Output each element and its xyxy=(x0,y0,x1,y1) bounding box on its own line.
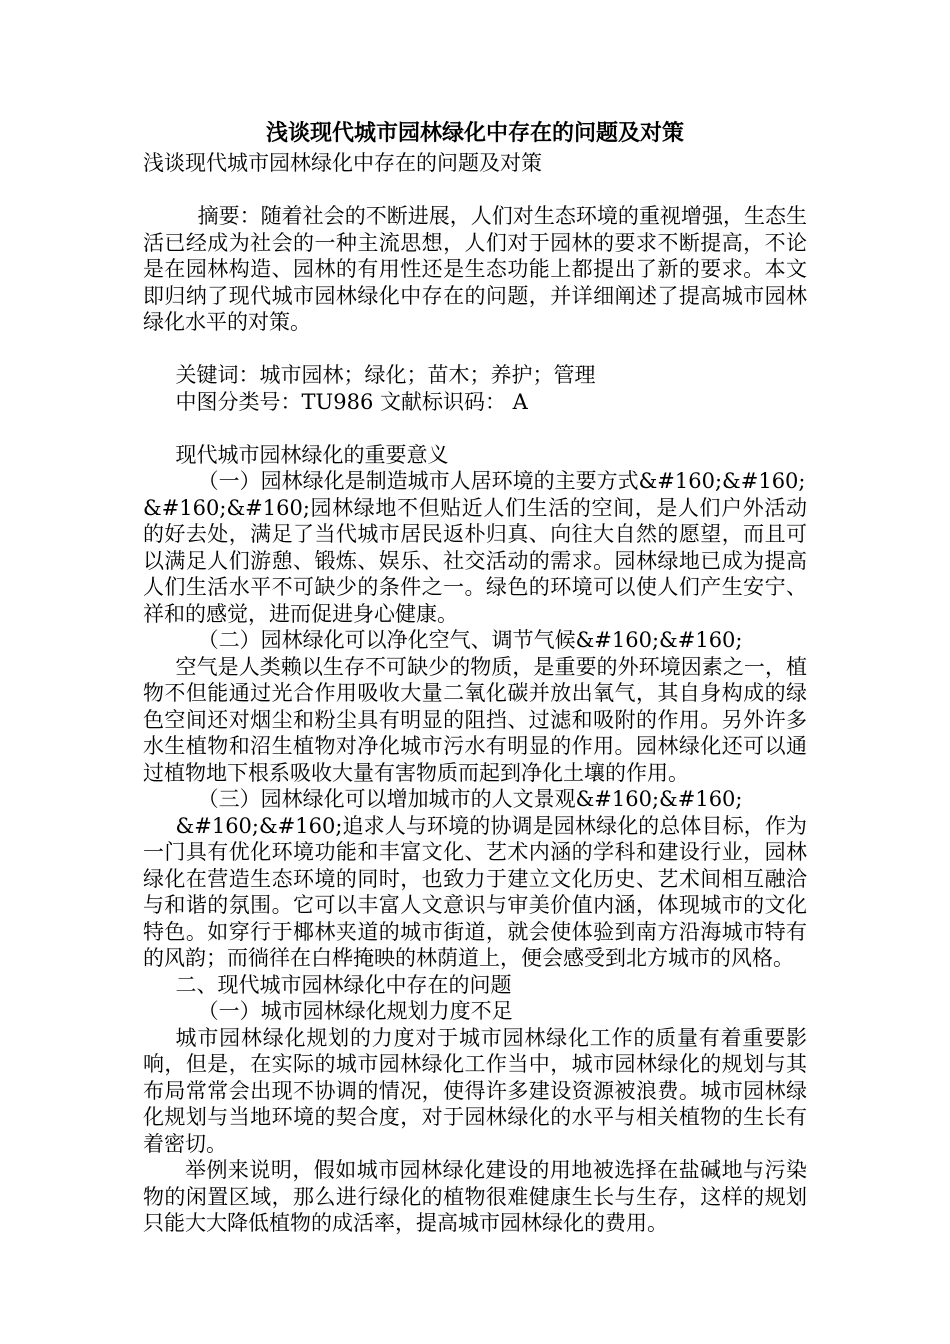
body-paragraph: 城市园林绿化规划的力度对于城市园林绿化工作的质量有着重要影响，但是，在实际的城市园林绿化工作当中，城市园林绿化的规划与其布局常常会出现不协调的情况，使得许多建设资源被浪费。城市园林绿化规划与当地环境的契合度，对于园林绿化的水平与相关植物的生长有着密切。 xyxy=(143,1025,807,1156)
subsection-heading: （一）城市园林绿化规划力度不足 xyxy=(197,999,513,1023)
spacer xyxy=(143,177,807,204)
document-title: 浅谈现代城市园林绿化中存在的问题及对策 xyxy=(265,120,684,146)
section-heading: 现代城市园林绿化的重要意义 xyxy=(175,442,449,467)
body-paragraph: &#160;&#160;园林绿地不但贴近人们生活的空间，是人们户外活动的好去处，满足了当代城市居民返朴归真、向往大自然的愿望，而且可以满足人们游憩、锻炼、娱乐、社交活动的需求。园林绿地已成为提高人们生活水平不可缺少的条件之一。绿色的环境可以使人们产生安宁、祥和的感觉，进而促进身心健康。 xyxy=(143,495,807,626)
section-heading: 二、现代城市园林绿化中存在的问题 xyxy=(175,972,512,997)
document-body xyxy=(143,150,807,1237)
body-paragraph: 举例来说明，假如城市园林绿化建设的用地被选择在盐碱地与污染物的闲置区域，那么进行绿化的植物很难健康生长与生存，这样的规划只能大大降低植物的成活率，提高城市园林绿化的费用。 xyxy=(143,1158,807,1235)
subsection-heading: （三）园林绿化可以增加城市的人文景观&#160;&#160; xyxy=(197,787,743,811)
spacer xyxy=(143,336,807,363)
body-paragraph: &#160;&#160;追求人与环境的协调是园林绿化的总体目标，作为一门具有优化环境功能和丰富文化、艺术内涵的学科和建设行业，园林绿化在营造生态环境的同时，也致力于建立文化历史、艺术间相互融洽与和谐的氛围。它可以丰富人文意识与审美价值内涵，体现城市的文化特色。如穿行于椰林夹道的城市街道，就会使体验到南方沿海城市特有的风韵；而徜徉在白桦掩映的林荫道上，便会感受到北方城市的风格。 xyxy=(143,813,807,970)
subsection-heading: （一）园林绿化是制造城市人居环境的主要方式&#160;&#160; xyxy=(197,469,806,493)
spacer xyxy=(143,415,807,442)
subsection-heading: （二）园林绿化可以净化空气、调节气候&#160;&#160; xyxy=(197,628,743,652)
abstract-paragraph: 摘要：随着社会的不断进展，人们对生态环境的重视增强，生态生活已经成为社会的一种主流思想，人们对于园林的要求不断提高，不论是在园林构造、园林的有用性还是生态功能上都提出了新的要求。本文即归纳了现代城市园林绿化中存在的问题，并详细阐述了提高城市园林绿化水平的对策。 xyxy=(143,204,807,334)
document-subtitle: 浅谈现代城市园林绿化中存在的问题及对策 xyxy=(143,151,542,175)
classification-line: 中图分类号：TU986 文献标识码： A xyxy=(175,389,528,414)
keywords-line: 关键词：城市园林；绿化；苗木；养护；管理 xyxy=(175,363,596,387)
body-paragraph: 空气是人类赖以生存不可缺少的物质，是重要的外环境因素之一，植物不但能通过光合作用吸收大量二氧化碳并放出氧气，其自身构成的绿色空间还对烟尘和粉尘具有明显的阻挡、过滤和吸附的作用。另外许多水生植物和沼生植物对净化城市污水有明显的作用。园林绿化还可以通过植物地下根系吸收大量有害物质而起到净化土壤的作用。 xyxy=(143,654,807,785)
